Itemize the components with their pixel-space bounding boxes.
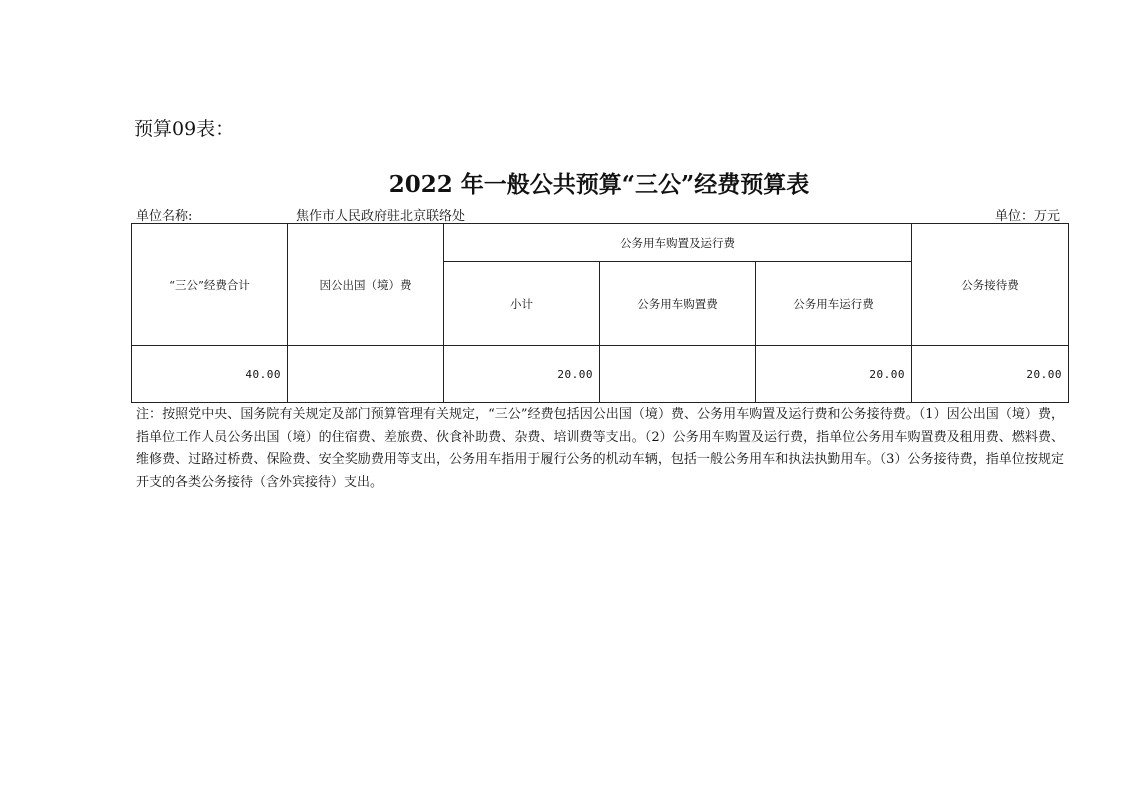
budget-table	[131, 223, 1069, 403]
table-header-row	[132, 224, 1069, 262]
unit-name-value: 焦作市人民政府驻北京联络处	[296, 209, 466, 224]
header-total: “三公”经费合计	[132, 224, 288, 346]
page-title: 2022 年一般公共预算“三公”经费预算表	[388, 171, 810, 198]
cell-abroad	[288, 346, 444, 403]
cell-vehicle-operation: 20.00	[756, 346, 912, 403]
cell-vehicle-purchase	[600, 346, 756, 403]
header-reception: 公务接待费	[912, 224, 1069, 346]
header-vehicle-subtotal: 小计	[444, 262, 600, 346]
unit-name-label: 单位名称:	[136, 209, 193, 224]
header-abroad: 因公出国（境）费	[288, 224, 444, 346]
footnote: 注：按照党中央、国务院有关规定及部门预算管理有关规定，“三公”经费包括因公出国（境）费、公务用车购置及运行费和公务接待费。（1）因公出国（境）费，指单位工作人员公务出国（境）的住宿费、差旅费、伙食补助费、杂费、培训费等支出。（2）公务用车购置及运行费，指单位公务用车购置费及租用费、燃料费、维修费、过路过桥费、保险费、安全奖励费用等支出，公务用车指用于履行公务的机动车辆，包括一般公务用车和执法执勤用车。（3）公务接待费，指单位按规定开支的各类公务接待（含外宾接待）支出。	[136, 407, 1064, 490]
unit-info-row	[136, 205, 1060, 223]
cell-reception: 20.00	[912, 346, 1069, 403]
currency-unit-label: 单位：万元	[994, 209, 1060, 224]
cell-total: 40.00	[132, 346, 288, 403]
table-row	[132, 346, 1069, 403]
header-vehicle-operation: 公务用车运行费	[756, 262, 912, 346]
cell-vehicle-subtotal: 20.00	[444, 346, 600, 403]
header-vehicle-group: 公务用车购置及运行费	[444, 224, 912, 262]
document-label: 预算09表：	[134, 118, 235, 140]
header-vehicle-purchase: 公务用车购置费	[600, 262, 756, 346]
